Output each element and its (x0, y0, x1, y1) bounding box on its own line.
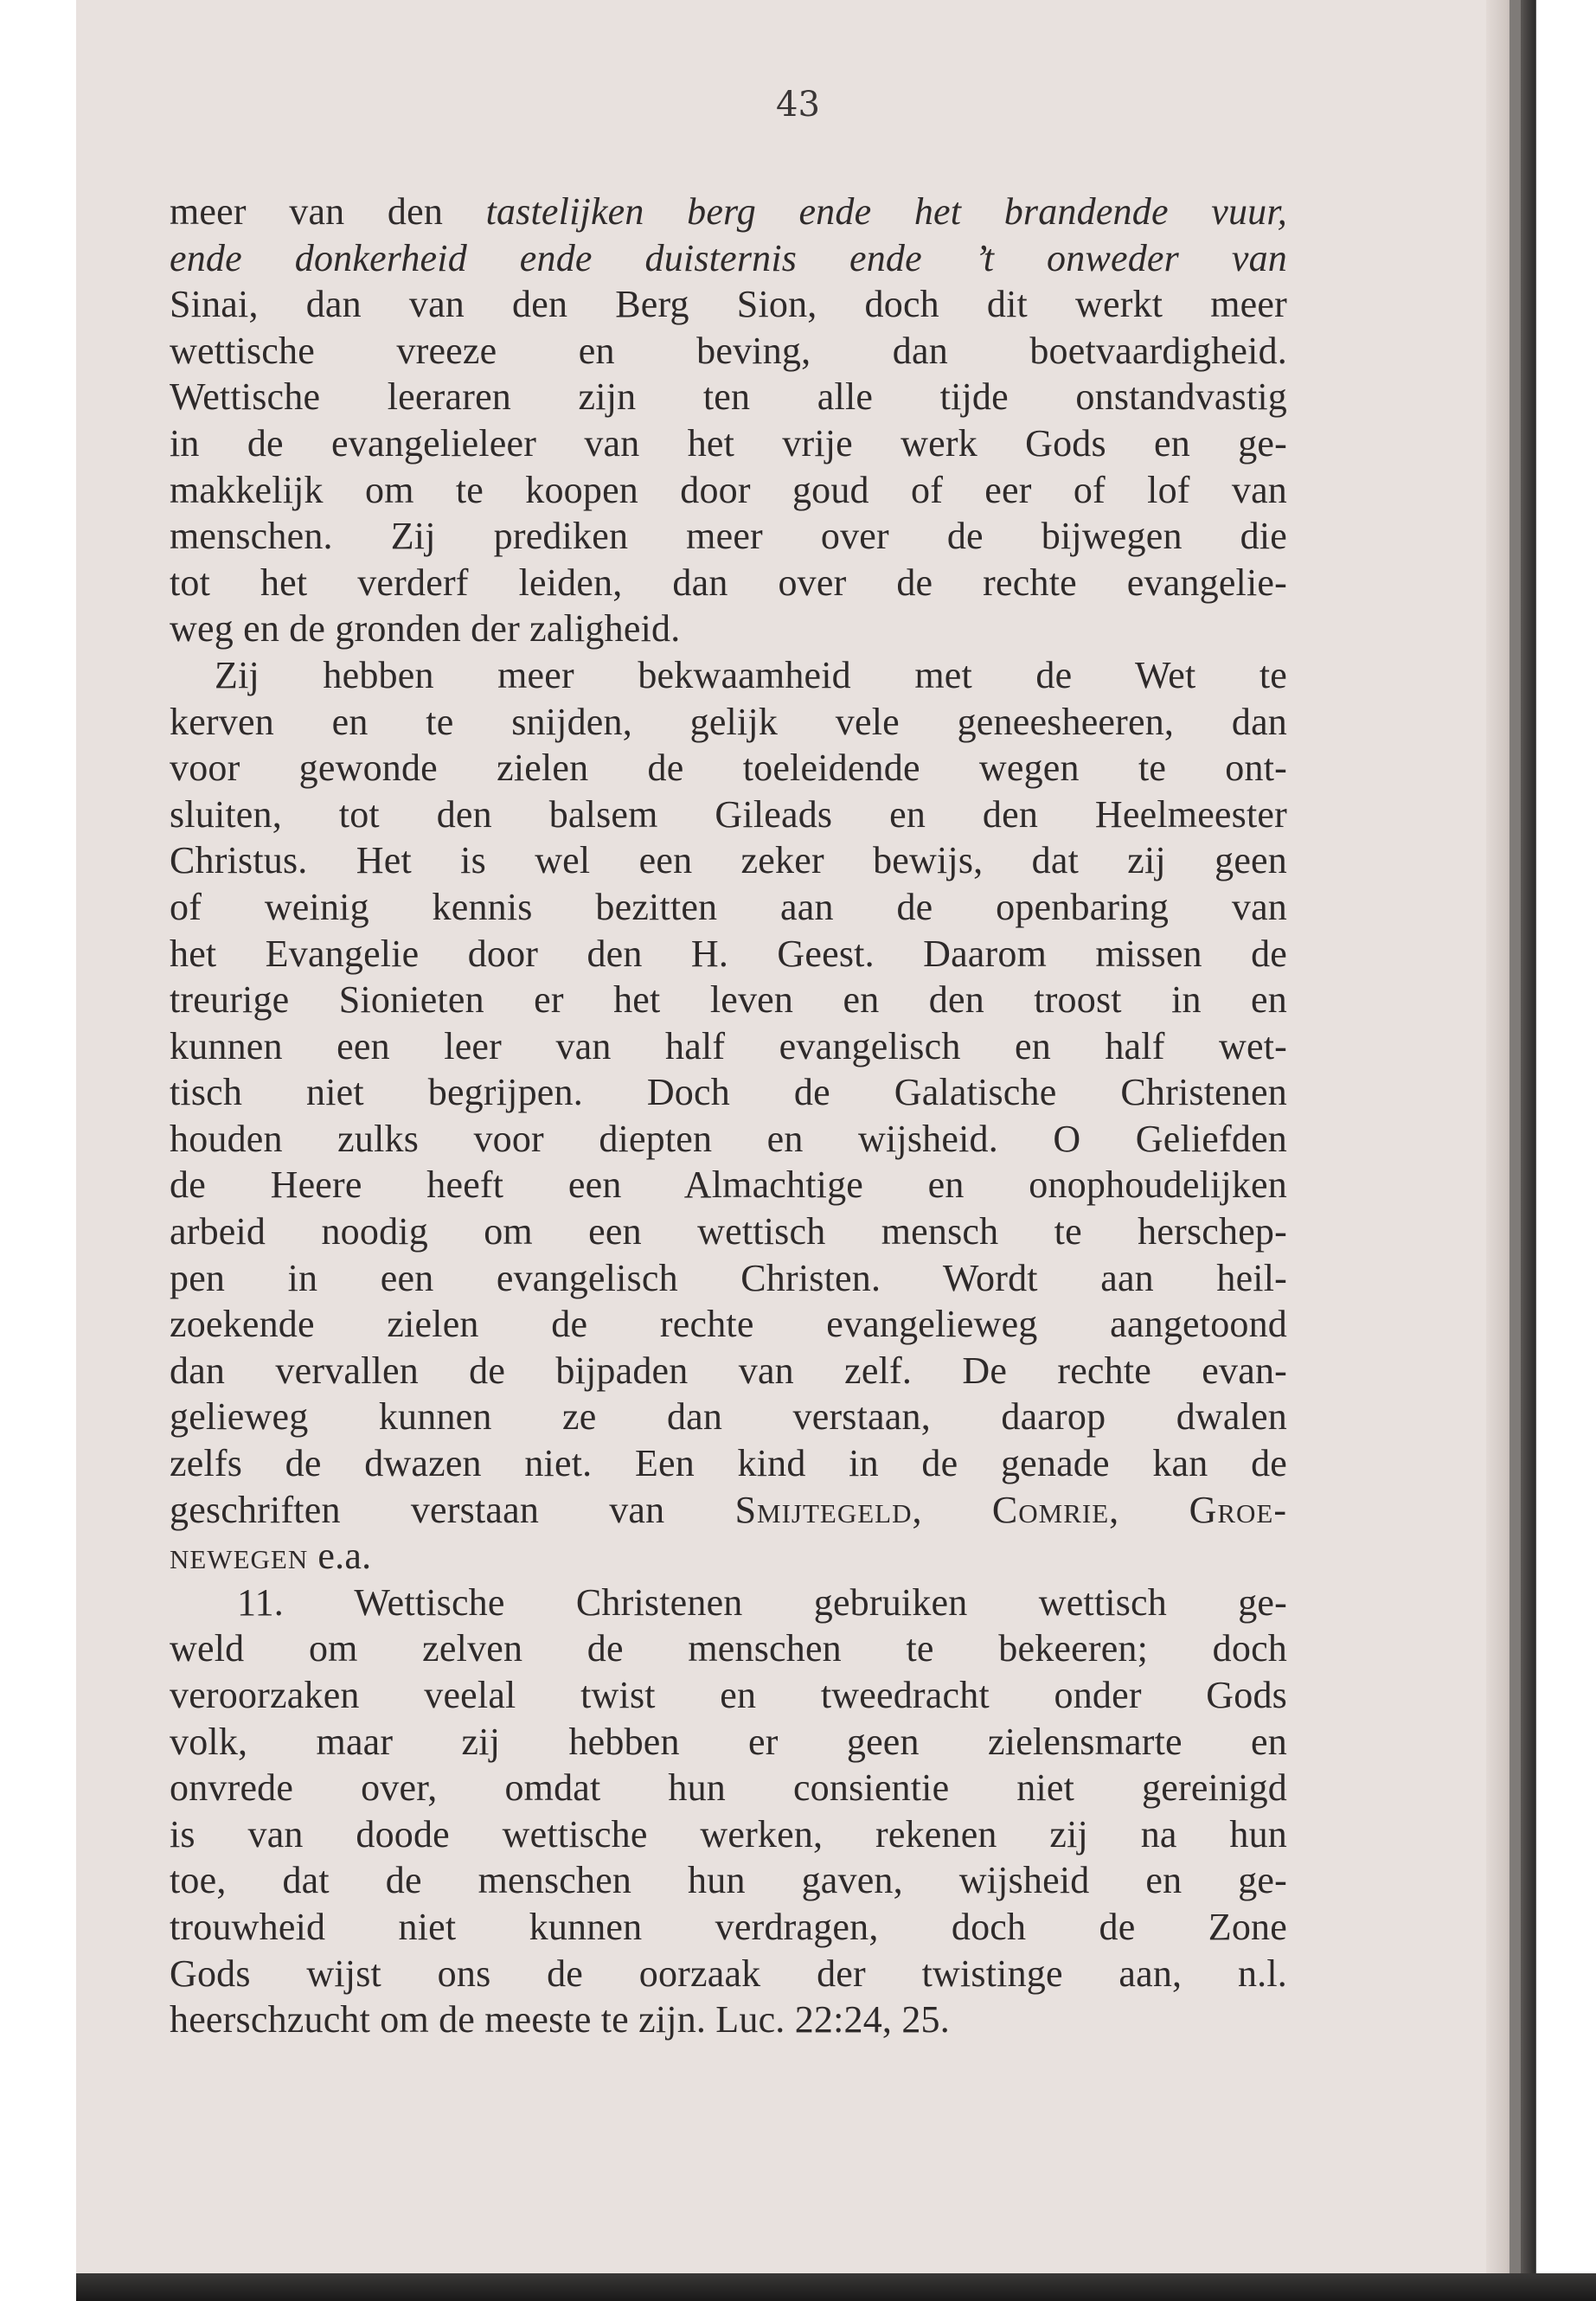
text-segment: veroorzaken veelal twist en tweedracht onder Gods (170, 1674, 1287, 1716)
text-line (170, 1023, 1287, 1070)
text-segment: Christus. Het is wel een zeker bewijs, dat zij geen (170, 839, 1287, 882)
text-line (170, 745, 1287, 792)
italic-text: ende donkerheid ende duisternis ende ’t onweder van (170, 236, 1287, 279)
text-segment: het Evangelie door den H. Geest. Daarom missen de (170, 932, 1287, 975)
text-line (170, 1765, 1287, 1811)
text-segment: kerven en te snijden, gelijk vele geneesheeren, dan (170, 700, 1287, 743)
text-segment: volk, maar zij hebben er geen zielensmarte en (170, 1720, 1287, 1763)
scan-margin (0, 0, 76, 2301)
text-line (170, 1487, 1287, 1534)
text-segment: zelfs de dwazen niet. Een kind in de genade kan de (170, 1442, 1287, 1485)
body-text (170, 189, 1287, 2043)
text-line (170, 1162, 1287, 1208)
text-segment: gelieweg kunnen ze dan verstaan, daarop dwalen (170, 1395, 1287, 1439)
text-line (170, 1997, 1287, 2043)
text-line (170, 1440, 1287, 1487)
book-bottom-edge (76, 2273, 1596, 2301)
text-segment: meer van den (170, 190, 486, 233)
text-segment: of weinig kennis bezitten aan de openbaring van (170, 885, 1287, 928)
text-line (170, 1719, 1287, 1766)
text-line (170, 1857, 1287, 1904)
text-segment: Gods wijst ons de oorzaak der twistinge aan, n.l. (170, 1952, 1287, 1995)
book-cover-edge (1521, 0, 1596, 2301)
text-segment: Wettische leeraren zijn ten alle tijde onstandvastig (170, 375, 1287, 419)
text-segment: heerschzucht om de meeste te zijn. Luc. 22:24, 25. (170, 1998, 950, 2041)
text-line (170, 1116, 1287, 1163)
page-number: 43 (776, 85, 820, 125)
text-line (170, 467, 1287, 514)
text-segment: in de evangelieleer van het vrije werk Gods en ge- (170, 421, 1287, 465)
text-line (170, 1625, 1287, 1672)
text-line (170, 977, 1287, 1023)
text-line (170, 1951, 1287, 1997)
small-caps-name: Smijtegeld (734, 1488, 913, 1531)
text-line (170, 1811, 1287, 1858)
text-line (170, 606, 1287, 652)
text-segment: 11. Wettische Christenen gebruiken wettisch ge- (237, 1580, 1287, 1624)
text-segment: pen in een evangelisch Christen. Wordt aan heil- (170, 1256, 1287, 1299)
text-segment: tisch niet begrijpen. Doch de Galatische Christenen (170, 1071, 1287, 1114)
text-line (170, 1533, 1287, 1580)
small-caps-name: newegen (170, 1535, 309, 1578)
text-segment: onvrede over, omdat hun consientie niet gereinigd (170, 1766, 1287, 1810)
text-line (170, 1069, 1287, 1116)
text-segment: is van doode wettische werken, rekenen zij na hun (170, 1812, 1287, 1856)
text-segment: zoekende zielen de rechte evangelieweg aangetoond (170, 1303, 1287, 1346)
text-segment: treurige Sionieten er het leven en den troost in en (170, 978, 1287, 1022)
text-segment: Sinai, dan van den Berg Sion, doch dit werkt meer (170, 283, 1287, 326)
text-segment: geschriften verstaan van (170, 1488, 735, 1531)
text-line (170, 931, 1287, 977)
text-segment: de Heere heeft een Almachtige en onophoudelijken (170, 1163, 1287, 1207)
text-segment: toe, dat de menschen hun gaven, wijsheid en ge- (170, 1859, 1287, 1902)
italic-text: tastelijken berg ende het brandende vuur, (485, 190, 1287, 233)
text-segment: arbeid noodig om een wettisch mensch te herschep- (170, 1210, 1287, 1253)
text-line (170, 560, 1287, 606)
text-line (170, 652, 1287, 699)
text-line (170, 420, 1287, 467)
text-segment: kunnen een leer van half evangelisch en half wet- (170, 1024, 1287, 1067)
text-line (170, 837, 1287, 884)
text-line (170, 792, 1287, 838)
text-line (170, 281, 1287, 328)
text-segment: weg en de gronden der zaligheid. (170, 607, 681, 651)
text-segment: trouwheid niet kunnen verdragen, doch de Zone (170, 1905, 1287, 1948)
text-line (170, 1580, 1287, 1626)
text-segment: makkelijk om te koopen door goud of eer of lof van (170, 468, 1287, 511)
small-caps-name: Comrie (991, 1488, 1110, 1531)
text-segment: Zij hebben meer bekwaamheid met de Wet te (215, 653, 1287, 696)
text-line (170, 1255, 1287, 1302)
text-segment: houden zulks voor diepten en wijsheid. O Geliefden (170, 1117, 1287, 1160)
text-line (170, 235, 1287, 282)
text-segment: dan vervallen de bijpaden van zelf. De rechte evan- (170, 1349, 1287, 1392)
binding-shadow (1509, 0, 1521, 2273)
text-line (170, 513, 1287, 560)
text-line (170, 1301, 1287, 1348)
text-segment: , (912, 1488, 992, 1531)
text-line (170, 1904, 1287, 1951)
text-segment: voor gewonde zielen de toeleidende wegen te ont- (170, 747, 1287, 790)
small-caps-name: Groe- (1189, 1488, 1287, 1531)
text-line (170, 1348, 1287, 1394)
text-line (170, 374, 1287, 420)
text-segment: e.a. (308, 1535, 372, 1578)
text-segment: weld om zelven de menschen te bekeeren; doch (170, 1627, 1287, 1670)
text-segment: menschen. Zij prediken meer over de bijwegen die (170, 515, 1287, 558)
text-segment: tot het verderf leiden, dan over de rechte evangelie- (170, 561, 1287, 604)
text-line (170, 328, 1287, 375)
text-line (170, 1672, 1287, 1719)
text-line (170, 1394, 1287, 1440)
text-line (170, 699, 1287, 746)
text-segment: sluiten, tot den balsem Gileads en den Heelmeester (170, 792, 1287, 836)
text-segment: , (1109, 1488, 1189, 1531)
text-line (170, 189, 1287, 235)
text-line (170, 1208, 1287, 1255)
text-line (170, 884, 1287, 931)
text-segment: wettische vreeze en beving, dan boetvaardigheid. (170, 329, 1287, 372)
